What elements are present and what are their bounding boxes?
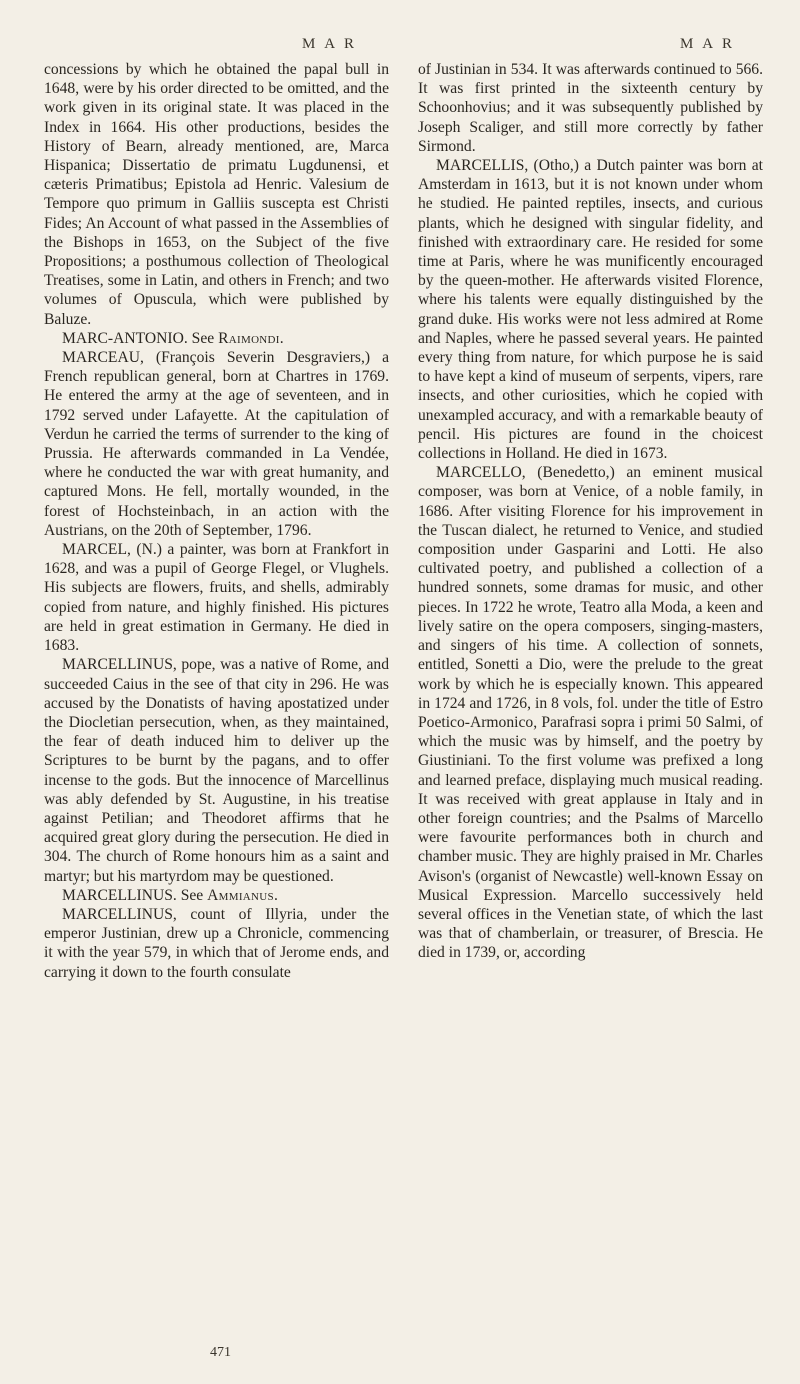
entry-marcellinus-see: MARCELLINUS. See Ammianus. — [62, 886, 279, 904]
entry-marc-antonio: MARC-ANTONIO. See Raimondi. — [62, 329, 284, 347]
entry-marcellis: MARCELLIS, (Otho,) a Dutch painter was born at Amsterdam in 1613, but it is not known under whom he studied. He painted reptiles, insects, and curious plants, which he designed with singular fidelity, and finished with extraordinary care. He resided for some time at Paris, where he was munificently encouraged by the queen-mother. He afterwards visited Florence, where his talents were equally distinguished by the grand duke. His works were not less admired at Rome and Naples, where he passed several years. He painted every thing from nature, for which purpose he is said to have kept a kind of museum of serpents, vipers, rare insects, and other curiosities, which he copied with unexampled accuracy, and with a remarkable beauty of pencil. His pictures are found in the choicest collections in Holland. He died in 1673. — [418, 157, 763, 463]
entry-marcel: MARCEL, (N.) a painter, was born at Frankfort in 1628, and was a pupil of George Flegel, or Vlughels. His subjects are flowers, fruits, and shells, admirably copied from nature, and highly finished. His pictures are held in great estimation in Germany. He died in 1683. — [44, 541, 389, 655]
cross-reference: Raimondi. — [218, 329, 284, 347]
running-header-left: M A R — [302, 36, 358, 52]
entry-marcellinus-count: MARCELLINUS, count of Illyria, under the emperor Justinian, drew up a Chronicle, commencing it with the year 579, in which that of Jerome ends, and carrying it down to the fourth consulate — [44, 905, 389, 981]
entry-marceau: MARCEAU, (François Severin Desgraviers,) a French republican general, born at Chartres in 1769. He entered the army at the age of seventeen, and in 1792 served under Lafayette. At the capitulation of Verdun he carried the terms of surrender to the king of Prussia. He afterwards commanded in La Vendée, where he conducted the war with great humanity, and captured Mons. He fell, mortally wounded, in the forest of Hochsteinbach, in an action with the Austrians, on the 20th of September, 1796. — [44, 349, 389, 539]
entry-marcello: MARCELLO, (Benedetto,) an eminent musical composer, was born at Venice, of a noble family, in 1686. After visiting Florence for his improvement in the Tuscan dialect, he returned to Venice, and studied composition under Gasparini and Lotti. He also cultivated poetry, and published a collection of a hundred sonnets, some dramas for music, and other pieces. In 1722 he wrote, Teatro alla Moda, a keen and lively satire on the opera composers, singing-masters, and singers of his time. A collection of sonnets, entitled, Sonetti a Dio, were the prelude to the great work by which he is especially known. This appeared in 1724 and 1726, in 8 vols, fol. under the title of Estro Poetico-Armonico, Parafrasi sopra i primi 50 Salmi, of which the music was by himself, and the poetry by Giustiniani. To the first volume was prefixed a long and learned preface, displaying much musical reading. It was received with great applause in Italy and in other foreign countries; and the Psalms of Marcello were favourite performances both in church and chamber music. They are highly praised in Mr. Charles Avison's (organist of Newcastle) well-known Essay on Musical Expression. Marcello successively held several offices in the Venetian state, of which the last was that of chamberlain, or treasurer, of Brescia. He died in 1739, or, according — [418, 464, 763, 962]
left-column — [44, 60, 389, 982]
running-header-right: M A R — [680, 36, 736, 52]
right-column — [418, 60, 763, 963]
page-number: 471 — [210, 1345, 231, 1360]
cross-reference: Ammianus. — [207, 886, 279, 904]
paragraph-continuation: concessions by which he obtained the papal bull in 1648, were by his order directed to be omitted, and the work given in its original state. It was placed in the Index in 1664. His other productions, besides the History of Bearn, already mentioned, are, Marca Hispanica; Dissertatio de primatu Lugdunensi, et cæteris Primatibus; Epistola ad Henric. Valesium de Tempore quo primum in Galliis suscepta est Christi Fides; An Account of what passed in the Assemblies of the Bishops in 1653, on the Subject of the five Propositions; a posthumous collection of Theological Treatises, some in Latin, and others in French; and two volumes of Opuscula, which were published by Baluze. — [44, 61, 389, 328]
paragraph-continuation: of Justinian in 534. It was afterwards continued to 566. It was first printed in the sixteenth century by Schoonhovius; and it was subsequently published by Joseph Scaliger, and still more correctly by father Sirmond. — [418, 61, 763, 155]
entry-marcellinus-pope: MARCELLINUS, pope, was a native of Rome, and succeeded Caius in the see of that city in 296. He was accused by the Donatists of having apostatized under the Diocletian persecution, when, as they maintained, the fear of death induced him to deliver up the Scriptures to be burnt by the pagans, and to offer incense to the gods. But the innocence of Marcellinus was ably defended by St. Augustine, in his treatise against Petilian; and Theodoret affirms that he acquired great glory during the persecution. He died in 304. The church of Rome honours him as a saint and martyr; but his martyrdom may be questioned. — [44, 656, 389, 885]
